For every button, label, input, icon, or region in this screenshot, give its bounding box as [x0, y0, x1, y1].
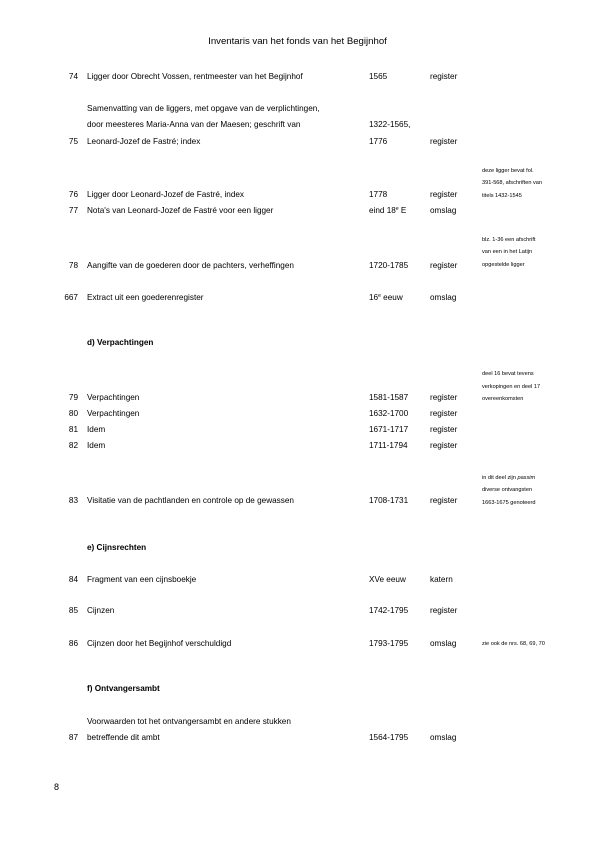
entry-description-line: door meesteres Maria-Anna van der Maesen; geschrift van [87, 120, 301, 129]
entry-description: Extract uit een goederenregister [87, 293, 204, 302]
entry-description: Cijnzen door het Begijnhof verschuldigd [87, 639, 232, 648]
entry-note-line: van een in het Latijn [482, 249, 533, 255]
entry-description: Idem [87, 425, 106, 434]
section-heading: e) Cijnsrechten [87, 543, 147, 552]
entry-type: register [430, 496, 458, 505]
entry-description: Fragment van een cijnsboekje [87, 575, 197, 584]
entry-number: 79 [68, 393, 78, 402]
entry-number: 82 [68, 441, 78, 450]
date-text: E [398, 206, 407, 215]
entry-type: omslag [430, 206, 457, 215]
entry-note-line: verkopingen en deel 17 [482, 384, 541, 390]
entry-date: 1711-1794 [369, 441, 408, 450]
entry-type: register [430, 72, 458, 81]
entry-type: register [430, 190, 458, 199]
section-heading: f) Ontvangersambt [87, 684, 160, 693]
entry-date: 1581-1587 [369, 393, 409, 402]
entry-description-line: Leonard-Jozef de Fastré; index [87, 137, 201, 146]
entry-note: zie ook de nrs. 68, 69, 70 [482, 641, 545, 647]
entry-type: register [430, 441, 458, 450]
entry-date: 1565 [369, 72, 388, 81]
date-text: 16 [369, 293, 379, 302]
entry-date: 1632-1700 [369, 409, 409, 418]
page-title: Inventaris van het fonds van het Begijnhof [208, 36, 387, 47]
note-text: in dit deel zijn [482, 475, 518, 481]
entry-note-line [482, 473, 535, 484]
entry-date-line: 1322-1565, [369, 120, 411, 129]
superscript: e [378, 293, 381, 299]
entry-date: XVe eeuw [369, 575, 406, 584]
entry-note-line: 1663-1675 genoteerd [482, 500, 536, 506]
entry-number: 86 [68, 639, 78, 648]
entry-type: register [430, 425, 458, 434]
entry-type: omslag [430, 639, 457, 648]
entry-number: 76 [68, 190, 78, 199]
entry-note-line: deel 16 bevat tevens [482, 371, 534, 377]
entry-description: Nota's van Leonard-Jozef de Fastré voor een ligger [87, 206, 274, 215]
entry-description-line: betreffende dit ambt [87, 733, 160, 742]
entry-description: Verpachtingen [87, 409, 140, 418]
entry-number: 80 [68, 409, 78, 418]
page-number: 8 [54, 782, 60, 792]
entry-description: Ligger door Obrecht Vossen, rentmeester van het Begijnhof [87, 72, 303, 81]
entry-number: 81 [68, 425, 78, 434]
entry-description: Aangifte van de goederen door de pachters, verheffingen [87, 261, 294, 270]
entry-type: register [430, 606, 458, 615]
entry-number: 78 [68, 261, 78, 270]
entry-number: 85 [68, 606, 78, 615]
entry-number: 77 [68, 206, 78, 215]
entry-date: 1708-1731 [369, 496, 409, 505]
entry-note-line: titels 1432-1545 [482, 193, 522, 199]
entry-description: Cijnzen [87, 606, 115, 615]
entry-date [369, 205, 406, 216]
entry-date: 1778 [369, 190, 388, 199]
entry-date-line: 1776 [369, 137, 388, 146]
entry-date: 1793-1795 [369, 639, 409, 648]
entry-note-line: overeenkomsten [482, 396, 524, 402]
date-text: eind 18 [369, 206, 396, 215]
entry-number: 87 [68, 733, 78, 742]
entry-date: 1742-1795 [369, 606, 409, 615]
entry-note-line: 391-568, afschriften van [482, 180, 543, 186]
entry-number: 83 [68, 496, 78, 505]
date-text: eeuw [380, 293, 403, 302]
entry-type: register [430, 409, 458, 418]
superscript: e [395, 206, 399, 212]
entry-number: 75 [68, 137, 78, 146]
entry-description: Idem [87, 441, 106, 450]
entry-date: 1564-1795 [369, 733, 409, 742]
entry-note-line: deze ligger bevat fol. [482, 168, 534, 174]
entry-date: 1720-1785 [369, 261, 409, 270]
entry-type: katern [430, 575, 453, 584]
note-italic-text: passim [517, 475, 536, 481]
entry-note-line: blz. 1-36 een afschrift [482, 237, 536, 243]
entry-description-line: Voorwaarden tot het ontvangersambt en andere stukken [87, 717, 291, 726]
entry-number: 74 [68, 72, 78, 81]
section-heading: d) Verpachtingen [87, 338, 154, 347]
entry-number: 84 [68, 575, 78, 584]
entry-type: register [430, 261, 458, 270]
entry-date [369, 292, 403, 303]
entry-type: register [430, 137, 458, 146]
entry-type: register [430, 393, 458, 402]
entry-description: Visitatie van de pachtlanden en controle op de gewassen [87, 496, 294, 505]
entry-type: omslag [430, 293, 457, 302]
entry-description-line: Samenvatting van de liggers, met opgave van de verplichtingen, [87, 104, 320, 113]
entry-type: omslag [430, 733, 457, 742]
entry-date: 1671-1717 [369, 425, 409, 434]
entry-note-line: diverse ontvangsten [482, 487, 533, 493]
entry-note-line: opgestelde ligger [482, 262, 525, 268]
entry-description: Verpachtingen [87, 393, 140, 402]
entry-number: 667 [64, 293, 78, 302]
entry-description: Ligger door Leonard-Jozef de Fastré, index [87, 190, 245, 199]
